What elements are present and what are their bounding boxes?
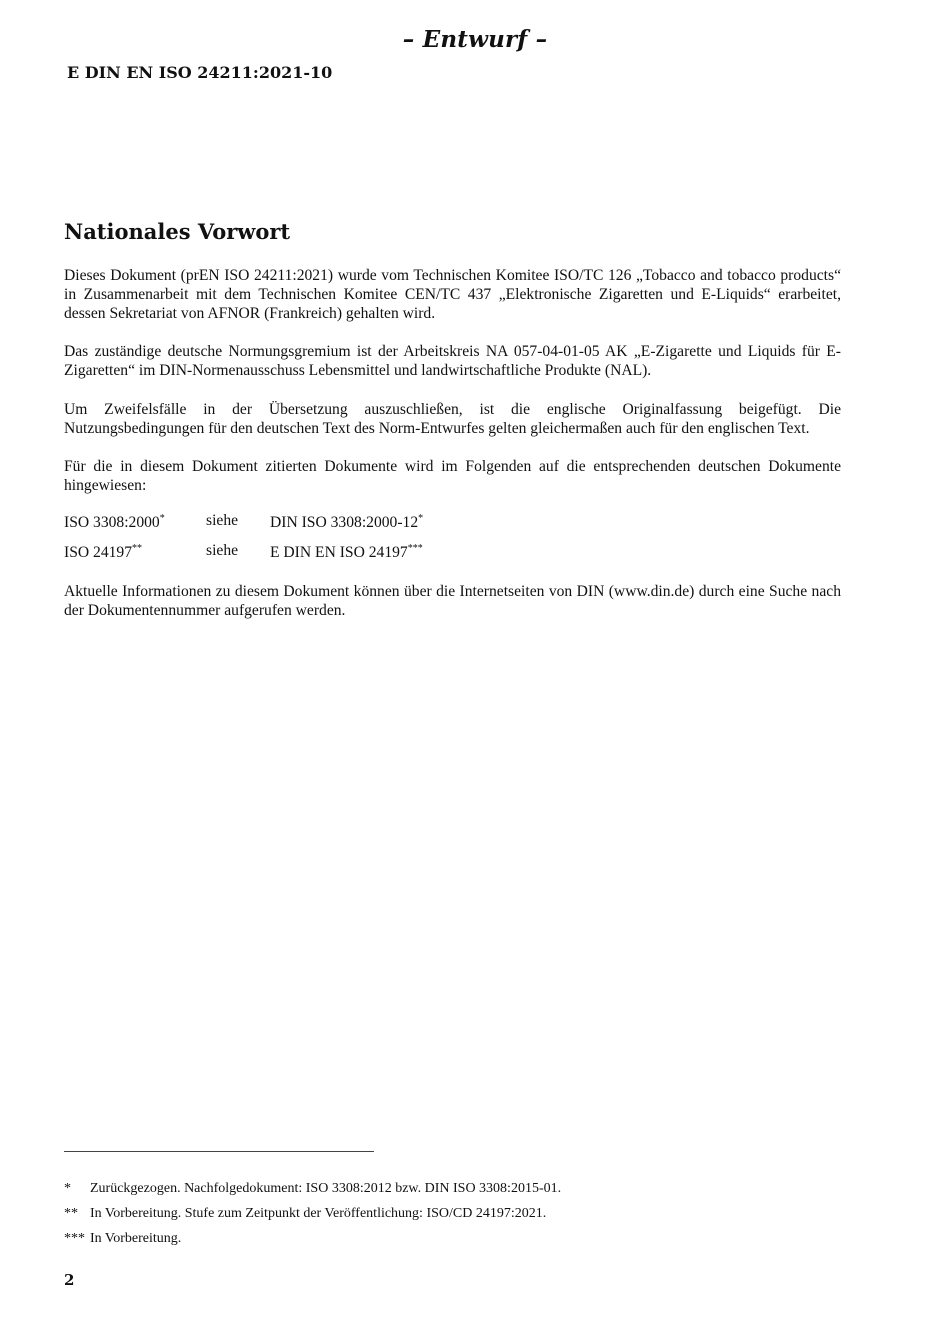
- draft-label: – Entwurf –: [402, 26, 548, 53]
- paragraph-cited-documents: Für die in diesem Dokument zitierten Dokumente wird im Folgenden auf die entsprechenden deutschen Dokumente hingewiesen:: [64, 458, 841, 494]
- section-title: Nationales Vorwort: [64, 219, 291, 244]
- footnote-separator: [64, 1151, 374, 1152]
- footnote-text: In Vorbereitung.: [90, 1231, 182, 1246]
- footnote-mark: **: [64, 1206, 78, 1221]
- reference-iso: ISO 3308:2000*: [64, 512, 165, 531]
- document-id: E DIN EN ISO 24211:2021-10: [67, 63, 333, 82]
- paragraph-national-body: Das zuständige deutsche Normungsgremium ist der Arbeitskreis NA 057-04-01-05 AK „E-Zigarette und Liquids für E-Zigaretten“ im DIN-Normenausschuss Lebensmittel und landwirtschaftliche Produkte (NAL).: [64, 343, 841, 379]
- reference-see: siehe: [206, 542, 239, 559]
- reference-din-mark: *: [418, 512, 424, 524]
- footnote-mark: *: [64, 1181, 71, 1196]
- page-number: 2: [64, 1271, 75, 1289]
- paragraph-translation: Um Zweifelsfälle in der Übersetzung auszuschließen, ist die englische Originalfassung beigefügt. Die Nutzungsbedingungen für den deutschen Text des Norm-Entwurfes gelten gleichermaßen auch für den englischen Text.: [64, 401, 841, 437]
- reference-din-mark: ***: [407, 542, 423, 554]
- footnote-text: In Vorbereitung. Stufe zum Zeitpunkt der Veröffentlichung: ISO/CD 24197:2021.: [90, 1206, 547, 1221]
- reference-din: DIN ISO 3308:2000-12*: [270, 512, 424, 531]
- reference-din: E DIN EN ISO 24197***: [270, 542, 423, 561]
- paragraph-online-info: Aktuelle Informationen zu diesem Dokument können über die Internetseiten von DIN (www.din.de) durch eine Suche nach der Dokumentennummer aufgerufen werden.: [64, 583, 841, 619]
- reference-iso-mark: **: [132, 542, 143, 554]
- reference-iso-mark: *: [159, 512, 165, 524]
- reference-see: siehe: [206, 512, 239, 529]
- paragraph-committee: Dieses Dokument (prEN ISO 24211:2021) wurde vom Technischen Komitee ISO/TC 126 „Tobacco and tobacco products“ in Zusammenarbeit mit dem Technischen Komitee CEN/TC 437 „Elektronische Zigaretten und E-Liquids“ erarbeitet, dessen Sekretariat von AFNOR (Frankreich) gehalten wird.: [64, 267, 841, 322]
- reference-iso: ISO 24197**: [64, 542, 143, 561]
- footnote-mark: ***: [64, 1231, 85, 1246]
- footnote-text: Zurückgezogen. Nachfolgedokument: ISO 3308:2012 bzw. DIN ISO 3308:2015-01.: [90, 1181, 562, 1196]
